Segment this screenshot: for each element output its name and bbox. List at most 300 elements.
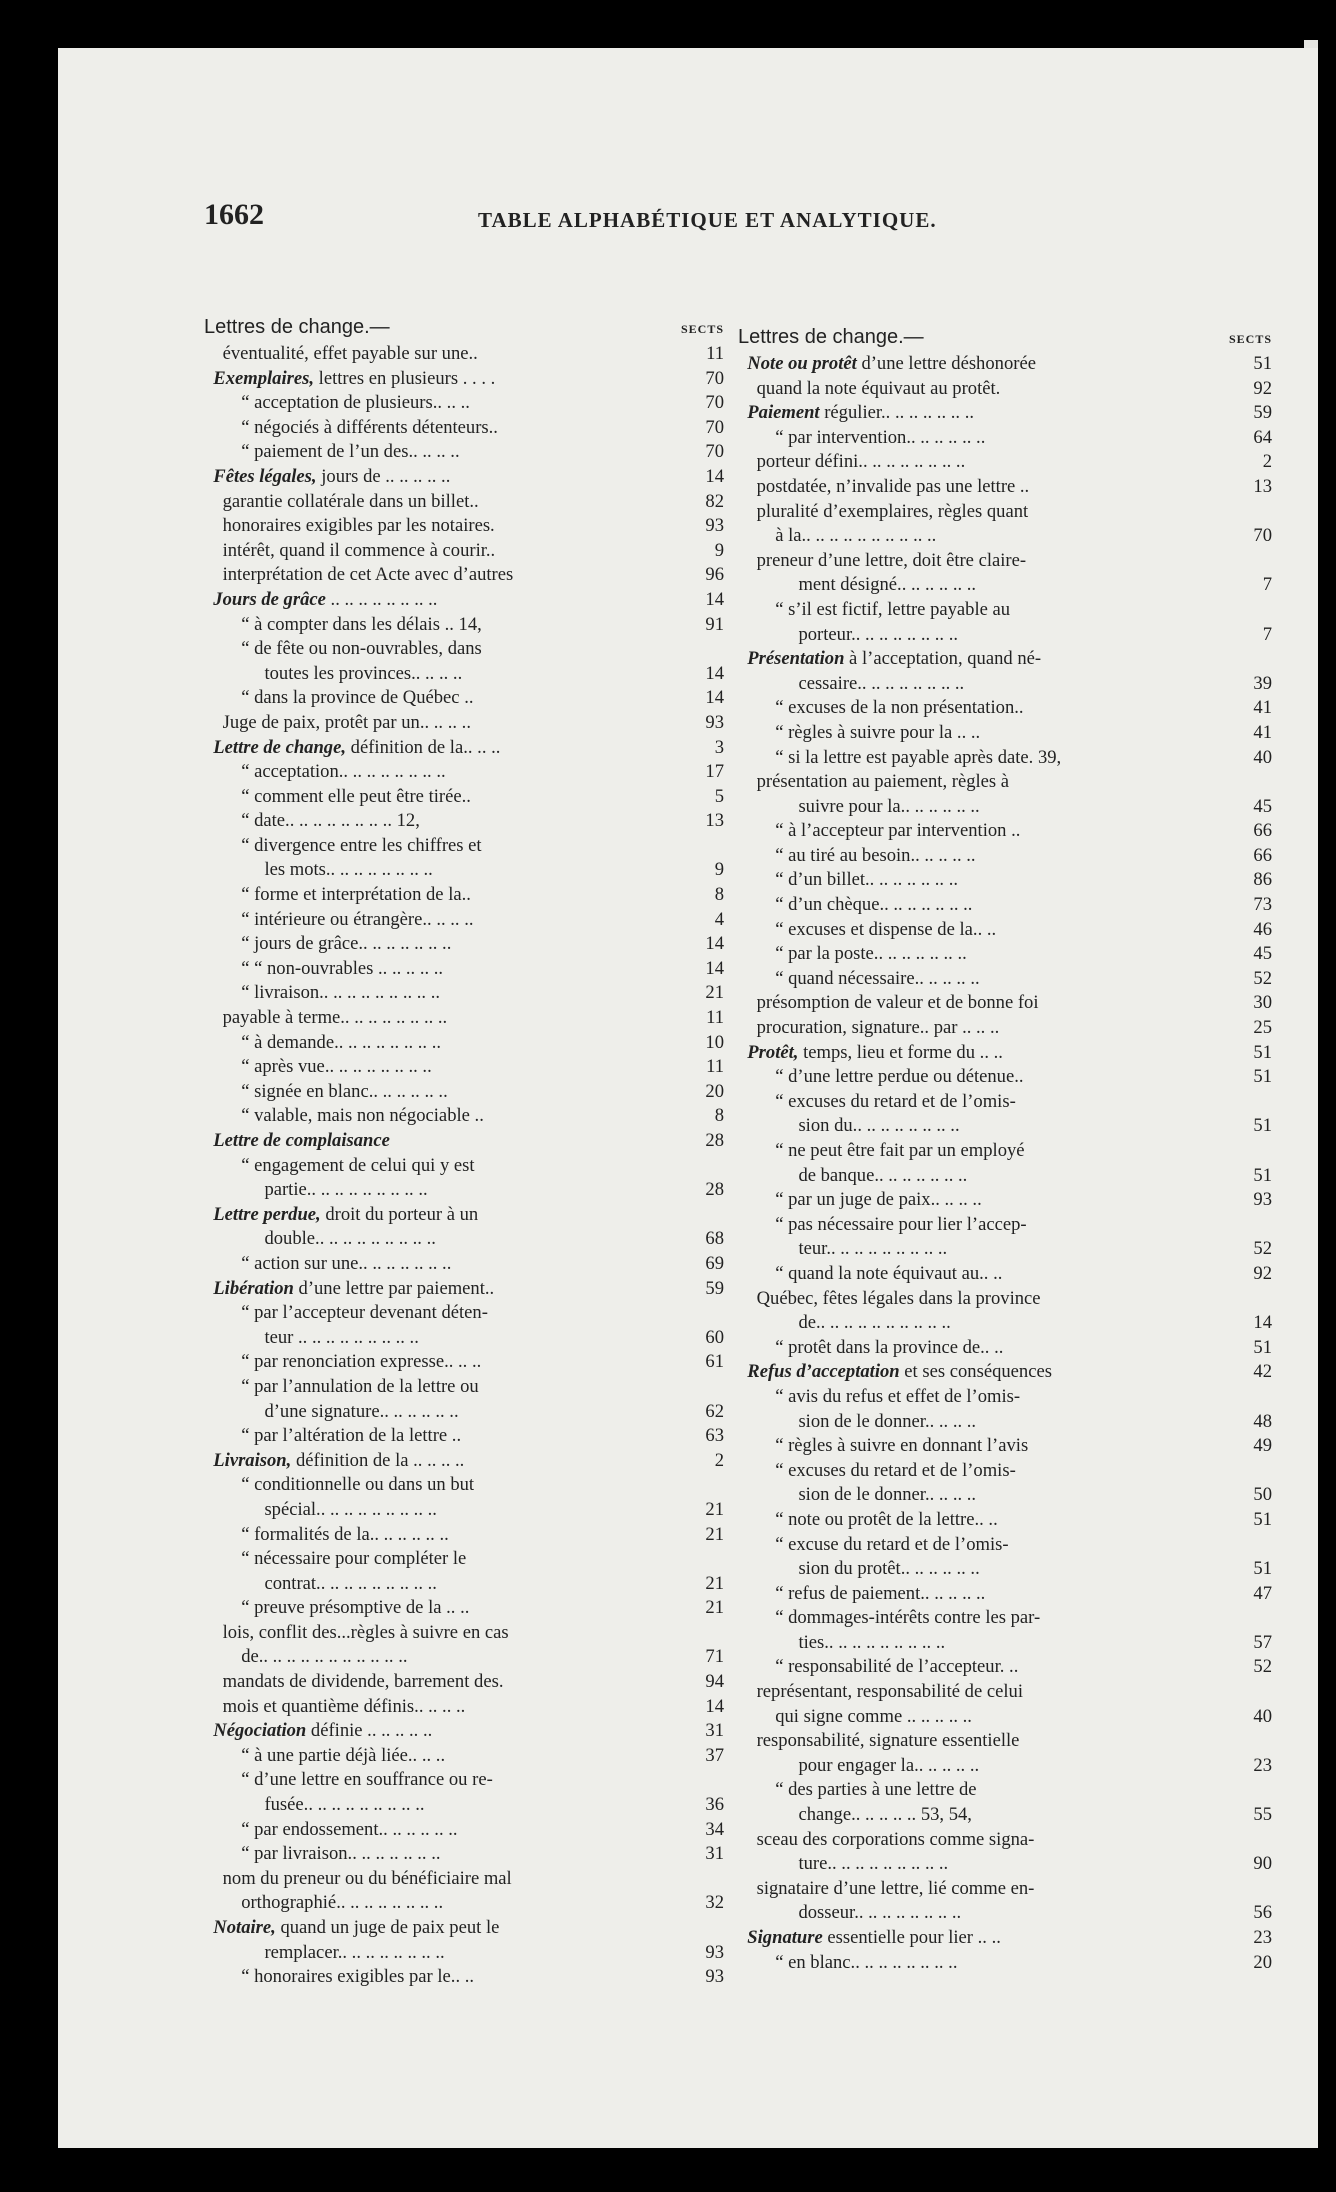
index-entry-description: “ pas nécessaire pour lier l’accep- teur.. .. .. .. .. .. .. .. .. — [775, 1213, 1027, 1260]
section-number: 28 — [705, 1179, 724, 1201]
index-entry-text — [204, 1621, 668, 1670]
index-entry-description: “ par renonciation expresse.. .. .. — [204, 1351, 482, 1373]
index-entry — [204, 342, 724, 367]
index-entry — [204, 1449, 724, 1474]
index-entry-text — [738, 1262, 1216, 1287]
index-entry-text — [738, 1508, 1216, 1533]
section-number: 25 — [1253, 1017, 1272, 1039]
index-entry-description: “ si la lettre est payable après date. 39, — [738, 746, 1062, 768]
index-entry — [738, 967, 1272, 992]
index-entry-text — [204, 736, 668, 761]
column-heading-title: Lettres de change.— — [204, 316, 390, 338]
index-entry — [204, 1055, 724, 1080]
index-entry-description: mois et quantième définis.. .. .. .. — [204, 1695, 466, 1717]
index-entry — [738, 868, 1272, 893]
index-entry-description: “ livraison.. .. .. .. .. .. .. .. .. — [204, 982, 441, 1004]
index-entry-text — [204, 1916, 668, 1965]
index-entry-text — [738, 475, 1216, 500]
index-entry-text — [738, 893, 1216, 918]
index-entry-text — [738, 598, 1216, 647]
index-entry-description: “ par intervention.. .. .. .. .. .. — [738, 426, 986, 448]
index-entry-keyword: Refus d’acceptation — [747, 1361, 900, 1383]
section-number: 14 — [705, 662, 724, 684]
index-entry-text — [204, 1719, 668, 1744]
section-number: 45 — [1253, 943, 1272, 965]
index-entry — [738, 1090, 1272, 1139]
index-entry — [738, 819, 1272, 844]
index-entry — [204, 736, 724, 761]
index-entry-description: “ de fête ou non-ouvrables, dans toutes les provinces.. .. .. .. — [241, 638, 482, 684]
section-number: 21 — [705, 1597, 724, 1619]
index-entry — [204, 1031, 724, 1056]
index-entry — [738, 598, 1272, 647]
index-entry-text — [204, 1596, 668, 1621]
section-number: 30 — [1253, 992, 1272, 1014]
index-entry — [738, 1828, 1272, 1877]
index-entry — [204, 1719, 724, 1744]
index-entry-text — [204, 1252, 668, 1277]
index-entry-description: à l’acceptation, quand né- cessaire.. .. .. .. .. .. .. .. — [798, 648, 1042, 694]
section-number: 8 — [714, 1105, 724, 1127]
index-entry-description: “ preuve présomptive de la .. .. — [204, 1597, 470, 1619]
index-entry — [738, 1336, 1272, 1361]
section-number: 21 — [705, 1572, 724, 1594]
index-entry-text — [738, 1533, 1216, 1582]
section-number: 2 — [1262, 451, 1272, 473]
section-number: 64 — [1253, 426, 1272, 448]
section-number: 66 — [1253, 820, 1272, 842]
section-number: 62 — [705, 1400, 724, 1422]
index-entry-text — [738, 1360, 1216, 1385]
index-entry — [204, 1104, 724, 1129]
section-number: 51 — [1253, 1508, 1272, 1530]
section-number: 73 — [1253, 894, 1272, 916]
index-entry-text — [204, 1449, 668, 1474]
section-number: 94 — [705, 1671, 724, 1693]
section-number: 51 — [1253, 1558, 1272, 1580]
section-number: 41 — [1253, 721, 1272, 743]
index-entry-description: sceau des corporations comme signa- ture.. .. .. .. .. .. .. .. .. — [756, 1828, 1035, 1875]
index-entry — [204, 1375, 724, 1424]
section-number: 91 — [705, 613, 724, 635]
index-entry-description: droit du porteur à un double.. .. .. .. .. .. .. .. .. — [264, 1203, 479, 1250]
index-entry-description: quand un juge de paix peut le remplacer.. .. .. .. .. .. .. .. — [264, 1917, 500, 1963]
section-number: 93 — [705, 1941, 724, 1963]
index-entry — [738, 1582, 1272, 1607]
index-entry-text — [738, 844, 1216, 869]
section-number: 14 — [705, 1695, 724, 1717]
index-entry-keyword: Signature — [747, 1927, 823, 1948]
index-entry-text — [204, 1350, 668, 1375]
index-entry — [204, 711, 724, 736]
section-number: 13 — [1253, 475, 1272, 497]
index-entry — [738, 1188, 1272, 1213]
index-entry — [738, 1951, 1272, 1976]
section-number: 52 — [1253, 1238, 1272, 1260]
index-entry-text — [204, 588, 668, 613]
index-entry-keyword: Lettre perdue, — [213, 1203, 321, 1225]
section-number: 36 — [705, 1794, 724, 1816]
index-entry-text — [738, 1680, 1216, 1729]
index-entry-description: “ conditionnelle ou dans un but spécial.. .. .. .. .. .. .. .. .. — [241, 1474, 475, 1520]
index-entry-description: “ excuses du retard et de l’omis- sion du.. .. .. .. .. .. .. .. — [775, 1090, 1016, 1137]
index-entry-description: “ par un juge de paix.. .. .. .. — [738, 1189, 982, 1211]
index-entry-description: payable à terme.. .. .. .. .. .. .. .. — [204, 1007, 448, 1029]
section-number: 86 — [1253, 869, 1272, 891]
index-entry — [204, 490, 724, 515]
index-entry-description: preneur d’une lettre, doit être claire- ment désigné.. .. .. .. .. .. — [756, 549, 1027, 596]
index-entry-text — [204, 785, 668, 810]
index-entry — [204, 883, 724, 908]
index-entry — [738, 1459, 1272, 1508]
index-entry-text — [738, 647, 1216, 696]
section-number: 71 — [705, 1646, 724, 1668]
section-number: 21 — [705, 982, 724, 1004]
column-heading — [738, 326, 1272, 352]
index-entry-description: “ d’une lettre perdue ou détenue.. — [738, 1066, 1024, 1088]
index-entry-text — [738, 696, 1216, 721]
index-entry — [204, 1129, 724, 1154]
index-entries — [738, 352, 1272, 1975]
index-entry-text — [204, 1818, 668, 1843]
section-number: 14 — [1253, 1312, 1272, 1334]
index-entry-text — [204, 760, 668, 785]
index-entry-description: “ règles à suivre pour la .. .. — [738, 721, 981, 743]
section-number: 40 — [1253, 746, 1272, 768]
index-entry-description: régulier.. .. .. .. .. .. .. — [819, 402, 974, 424]
index-entry — [738, 1065, 1272, 1090]
index-entry — [204, 514, 724, 539]
index-entry — [738, 1016, 1272, 1041]
index-entry-description: “ date.. .. .. .. .. .. .. .. 12, — [204, 810, 420, 832]
index-entry-description: “ protêt dans la province de.. .. — [738, 1336, 1004, 1358]
index-entry — [738, 1041, 1272, 1066]
index-column-right — [738, 326, 1272, 1975]
index-entry-text — [204, 613, 668, 638]
section-number: 17 — [705, 761, 724, 783]
index-entry — [738, 475, 1272, 500]
index-entry-text — [738, 1139, 1216, 1188]
section-number: 13 — [705, 810, 724, 832]
index-entry-description: d’une lettre déshonorée — [856, 353, 1036, 374]
index-entry — [204, 1473, 724, 1522]
index-entry-text — [204, 465, 668, 490]
index-entry-text — [738, 1016, 1216, 1041]
index-entry-text — [738, 377, 1216, 402]
index-entry-keyword: Négociation — [213, 1720, 307, 1742]
index-entry-text — [738, 721, 1216, 746]
index-entry-description: “ nécessaire pour compléter le contrat.. .. .. .. .. .. .. .. .. — [241, 1548, 467, 1594]
index-entry-text — [738, 426, 1216, 451]
index-entry-description: “ paiement de l’un des.. .. .. .. — [204, 441, 460, 463]
index-entry — [204, 834, 724, 883]
index-entry — [738, 426, 1272, 451]
index-entry-description: “ note ou protêt de la lettre.. .. — [738, 1508, 998, 1530]
index-entry — [738, 500, 1272, 549]
section-number: 7 — [1262, 623, 1272, 645]
index-entries — [204, 342, 724, 1990]
section-number: 45 — [1253, 795, 1272, 817]
index-entry — [738, 1385, 1272, 1434]
section-number: 4 — [714, 908, 724, 930]
section-number: 39 — [1253, 672, 1272, 694]
index-entry-description: “ après vue.. .. .. .. .. .. .. .. — [204, 1056, 432, 1078]
index-entry — [204, 1154, 724, 1203]
index-entry-text — [738, 1951, 1216, 1976]
section-number: 31 — [705, 1720, 724, 1742]
index-entry — [204, 637, 724, 686]
index-entry-text — [738, 1828, 1216, 1877]
index-entry-description: signataire d’une lettre, lié comme en- dosseur.. .. .. .. .. .. .. .. — [756, 1877, 1035, 1924]
index-entry-description: postdatée, n’invalide pas une lettre .. — [738, 475, 1030, 497]
section-number: 14 — [705, 687, 724, 709]
index-entry-description: définie .. .. .. .. .. — [306, 1720, 433, 1742]
index-entry-description: “ à compter dans les délais .. 14, — [204, 613, 482, 635]
section-number: 96 — [705, 564, 724, 586]
index-entry-text — [738, 1655, 1216, 1680]
index-entry — [204, 563, 724, 588]
index-entry — [204, 1203, 724, 1252]
index-entry — [738, 549, 1272, 598]
index-entry-description: “ engagement de celui qui y est partie.. .. .. .. .. .. .. .. .. — [241, 1154, 475, 1201]
section-number: 93 — [705, 1966, 724, 1988]
index-entry — [204, 1842, 724, 1867]
index-entry — [204, 1867, 724, 1916]
sects-label: SECTS — [680, 322, 724, 336]
index-entry-description: “ intérieure ou étrangère.. .. .. .. — [204, 908, 474, 930]
index-entry-keyword: Fêtes légales, — [213, 465, 317, 487]
index-entry-text — [204, 342, 668, 367]
index-entry-keyword: Libération — [213, 1277, 294, 1299]
index-entry-text — [204, 1670, 668, 1695]
index-entry-description: d’une lettre par paiement.. — [293, 1277, 495, 1299]
column-heading — [204, 316, 724, 342]
index-entry-description: Juge de paix, protêt par un.. .. .. .. — [204, 711, 471, 733]
section-number: 14 — [705, 957, 724, 979]
index-entry-text — [738, 918, 1216, 943]
index-entry-text — [738, 500, 1216, 549]
index-entry — [738, 918, 1272, 943]
section-number: 66 — [1253, 844, 1272, 866]
index-entry — [738, 696, 1272, 721]
index-entry-description: lois, conflit des...règles à suivre en cas de.. .. .. .. .. .. .. .. .. .. .. — [222, 1621, 509, 1668]
section-number: 41 — [1253, 697, 1272, 719]
index-entry-text — [738, 1065, 1216, 1090]
index-entry-description: “ à demande.. .. .. .. .. .. .. .. — [204, 1031, 442, 1053]
index-entry — [204, 1080, 724, 1105]
index-entry-text — [204, 883, 668, 908]
section-number: 49 — [1253, 1435, 1272, 1457]
index-entry — [204, 1695, 724, 1720]
index-entry-description: mandats de dividende, barrement des. — [204, 1671, 504, 1693]
index-entry-text — [738, 1606, 1216, 1655]
section-number: 51 — [1253, 1066, 1272, 1088]
index-entry — [738, 1139, 1272, 1188]
index-entry-text — [738, 549, 1216, 598]
index-entry — [738, 1778, 1272, 1827]
index-entry — [738, 352, 1272, 377]
index-entry — [738, 942, 1272, 967]
index-entry-text — [204, 1277, 668, 1302]
index-entry-description: essentielle pour lier .. .. — [822, 1927, 1001, 1948]
section-number: 47 — [1253, 1582, 1272, 1604]
index-entry-description: “ refus de paiement.. .. .. .. .. — [738, 1582, 986, 1604]
index-entry — [204, 1252, 724, 1277]
index-entry — [204, 1768, 724, 1817]
index-entry-description: “ ne peut être fait par un employé de banque.. .. .. .. .. .. .. — [775, 1140, 1025, 1186]
index-entry-text — [738, 942, 1216, 967]
index-entry-text — [738, 1582, 1216, 1607]
index-entry-description: “ acceptation de plusieurs.. .. .. — [204, 392, 470, 414]
section-number: 93 — [705, 515, 724, 537]
index-entry-description: “ à une partie déjà liée.. .. .. — [204, 1744, 446, 1766]
index-entry-text — [204, 1154, 668, 1203]
index-entry — [738, 647, 1272, 696]
section-number: 8 — [714, 884, 724, 906]
index-entry-text — [738, 868, 1216, 893]
index-entry-description: “ dommages-intérêts contre les par- ties.. .. .. .. .. .. .. .. .. — [775, 1607, 1041, 1653]
index-entry-description: lettres en plusieurs . . . . — [314, 367, 496, 389]
index-entry-text — [738, 1459, 1216, 1508]
section-number: 7 — [1262, 574, 1272, 596]
index-entry-description: “ en blanc.. .. .. .. .. .. .. .. — [738, 1951, 958, 1973]
index-entry-text — [738, 967, 1216, 992]
index-entry-text — [204, 932, 668, 957]
index-entry — [204, 588, 724, 613]
index-column-left — [204, 316, 724, 1990]
index-entry-description: “ acceptation.. .. .. .. .. .. .. .. — [204, 761, 446, 783]
index-entry — [204, 908, 724, 933]
index-entry-description: “ formalités de la.. .. .. .. .. .. — [204, 1523, 449, 1545]
index-entry — [738, 746, 1272, 771]
section-number: 51 — [1253, 1115, 1272, 1137]
section-number: 92 — [1253, 377, 1272, 399]
index-entry-description: “ excuses et dispense de la.. .. — [738, 918, 997, 940]
index-entry-description: “ dans la province de Québec .. — [204, 687, 474, 709]
index-entry-text — [738, 1041, 1216, 1066]
index-entry-text — [738, 1090, 1216, 1139]
index-entry — [204, 1006, 724, 1031]
index-entry-text — [738, 770, 1216, 819]
index-entry-description: nom du preneur ou du bénéficiaire mal orthographié.. .. .. .. .. .. .. .. — [222, 1867, 512, 1914]
index-entry-keyword: Lettre de complaisance — [213, 1130, 390, 1151]
index-entry-description: définition de la .. .. .. .. — [291, 1449, 465, 1471]
index-entry — [204, 957, 724, 982]
column-heading-title: Lettres de change.— — [738, 326, 924, 348]
section-number: 50 — [1253, 1484, 1272, 1506]
index-entry-description: “ par l’accepteur devenant déten- teur .. .. .. .. .. .. .. .. .. — [241, 1302, 488, 1348]
index-entry — [738, 1729, 1272, 1778]
section-number: 14 — [705, 465, 724, 487]
sects-label: SECTS — [1228, 332, 1272, 346]
index-entry-description: “ négociés à différents détenteurs.. — [204, 416, 498, 438]
index-entry-description: “ “ non-ouvrables .. .. .. .. .. — [204, 957, 444, 979]
index-entry-text — [738, 450, 1216, 475]
section-number: 11 — [706, 1056, 724, 1078]
index-entry-description: “ jours de grâce.. .. .. .. .. .. .. — [204, 933, 452, 955]
index-entry — [738, 1287, 1272, 1336]
index-entry-text — [738, 1926, 1216, 1951]
section-number: 56 — [1253, 1902, 1272, 1924]
index-entry-description: “ d’un chèque.. .. .. .. .. .. .. — [738, 894, 973, 916]
index-entry-text — [204, 1055, 668, 1080]
index-entry-description: garantie collatérale dans un billet.. — [204, 490, 479, 512]
index-entry-description: quand la note équivaut au protêt. — [738, 377, 1001, 399]
index-entry — [204, 1965, 724, 1990]
index-entry — [738, 1926, 1272, 1951]
section-number: 59 — [1253, 402, 1272, 424]
index-entry — [204, 686, 724, 711]
index-entry-description: éventualité, effet payable sur une.. — [204, 343, 478, 364]
index-entry-description: “ des parties à une lettre de change.. .. .. .. .. 53, 54, — [775, 1779, 977, 1826]
index-entry-text — [204, 1695, 668, 1720]
index-entry — [738, 1533, 1272, 1582]
section-number: 51 — [1253, 353, 1272, 374]
index-entry-description: définition de la.. .. .. — [346, 736, 501, 758]
index-entry — [204, 1596, 724, 1621]
index-entry-description: interprétation de cet Acte avec d’autres — [204, 564, 514, 586]
index-entry-text — [738, 1287, 1216, 1336]
section-number: 52 — [1253, 967, 1272, 989]
section-number: 28 — [705, 1130, 724, 1151]
index-entry-keyword: Notaire, — [213, 1917, 276, 1938]
index-entry-description: “ valable, mais non négociable .. — [204, 1105, 484, 1127]
section-number: 57 — [1253, 1631, 1272, 1653]
section-number: 34 — [705, 1818, 724, 1840]
index-entry-text — [204, 1744, 668, 1769]
section-number: 2 — [714, 1449, 724, 1471]
section-number: 93 — [705, 711, 724, 733]
index-entry — [204, 416, 724, 441]
index-entry-text — [204, 1129, 668, 1154]
index-entry-description: “ avis du refus et effet de l’omis- sion de le donner.. .. .. .. — [775, 1385, 1021, 1432]
section-number: 55 — [1253, 1804, 1272, 1826]
index-entry-text — [204, 1842, 668, 1867]
index-entry — [738, 721, 1272, 746]
index-entry-description: “ comment elle peut être tirée.. — [204, 785, 471, 807]
index-entry-text — [738, 819, 1216, 844]
index-entry-keyword: Protêt, — [747, 1041, 799, 1063]
index-entry-text — [204, 686, 668, 711]
index-entry-text — [204, 1031, 668, 1056]
index-entry — [738, 1877, 1272, 1926]
index-entry — [738, 844, 1272, 869]
index-entry-description: porteur défini.. .. .. .. .. .. .. .. — [738, 451, 966, 473]
index-entry — [204, 932, 724, 957]
index-entry-description: procuration, signature.. par .. .. .. — [738, 1017, 1000, 1039]
index-entry-keyword: Livraison, — [213, 1449, 292, 1471]
section-number: 82 — [705, 490, 724, 512]
index-entry-description: pluralité d’exemplaires, règles quant à la.. .. .. .. .. .. .. .. .. .. — [756, 500, 1029, 547]
index-entry-description: “ quand la note équivaut au.. .. — [738, 1262, 1003, 1284]
index-entry-description: “ à l’accepteur par intervention .. — [738, 820, 1021, 842]
section-number: 42 — [1253, 1361, 1272, 1383]
index-entry — [738, 1606, 1272, 1655]
index-entry-text — [738, 1385, 1216, 1434]
index-entry-text — [204, 367, 668, 392]
index-entry-text — [738, 746, 1216, 771]
index-entry-description: “ forme et interprétation de la.. — [204, 884, 471, 906]
index-entry-keyword: Présentation — [747, 648, 845, 670]
index-entry-text — [204, 490, 668, 515]
section-number: 3 — [714, 736, 724, 758]
index-entry-keyword: Lettre de change, — [213, 736, 347, 758]
section-number: 60 — [705, 1326, 724, 1348]
index-entry-description: “ d’un billet.. .. .. .. .. .. .. — [738, 869, 959, 891]
index-entry — [738, 1213, 1272, 1262]
section-number: 20 — [705, 1080, 724, 1102]
index-entry-keyword: Note ou protêt — [747, 353, 857, 374]
